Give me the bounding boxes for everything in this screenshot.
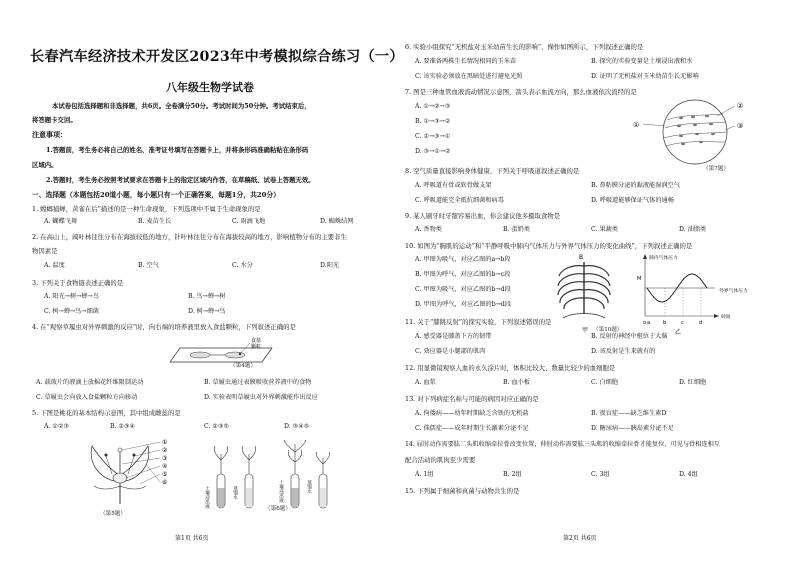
q5-option-a: A. ①②③: [44, 423, 70, 430]
graph-tick-o: o: [643, 320, 647, 326]
q7-option-a: A. ①→②→③: [415, 103, 451, 110]
q4-label-salt: 食盐: [251, 338, 262, 344]
tube-label-3: 土壤浸出液: [278, 480, 284, 503]
ribcage-figure: [549, 252, 619, 334]
question-12: 12. 用显微镜观察人血的永久涂片时，体积比较大、数量比较少的血细胞是: [405, 364, 616, 372]
question-15: 15. 下列属于细菌和真菌与动物共生的是: [405, 487, 520, 495]
q7-option-b: B. ①→③→②: [415, 118, 451, 125]
q6-option-d: D. 证明了无机盐对玉米幼苗生长无影响: [591, 73, 699, 80]
flower-number-5: ⑤: [162, 471, 168, 478]
question-6: 6. 实验小组探究“无机盐对玉米幼苗生长的影响”，操作如图所示，下列叙述正确的是: [405, 43, 644, 51]
q1-option-a: A. 蝴蝶飞舞: [44, 218, 78, 225]
tube-label-2: 蒸馏水: [232, 486, 238, 500]
q4-option-d: D. 实验表明草履虫对外界刺激能作出反应: [204, 394, 318, 401]
q7-option-c: C. ②→③→①: [415, 133, 451, 140]
q8-option-b: B. 鼻粘膜分泌的黏液能湿润空气: [591, 182, 680, 189]
question-14-line-1: 14. 屈肘动作需要肱二头肌收缩牵拉骨改变位置，伸肘动作需要肱三头肌的收缩牵拉骨才能复位，可见与骨相连相互: [405, 441, 720, 448]
graph-tick-c: c: [681, 320, 684, 326]
vessel-number-1: ①: [633, 121, 640, 129]
q11-option-d: D. 该反射是生来就有的: [591, 348, 656, 355]
q7-option-d: D. ③→①→②: [415, 148, 451, 155]
graph-y-label: 肺内气体压力: [649, 256, 678, 261]
notice-heading: 注意事项：: [32, 130, 67, 139]
blood-vessel-figure: [631, 96, 755, 176]
tube-label-1: 土壤浸出液: [205, 486, 210, 509]
q4-option-a: A. 载玻片的液滴上放棉花纤维限制运动: [36, 379, 144, 386]
q3-option-a: A. 阳光→树→蝉→鸟: [44, 293, 99, 300]
q13-option-a: A. 佝偻病——幼年时期缺乏含铁的无机盐: [415, 410, 529, 417]
exam-subtitle: 八年级生物学试卷: [166, 81, 254, 94]
section-1-heading: 一、选择题（本题包括20道小题，每小题只有一个正确答案，每题1分，共20分）: [32, 191, 280, 199]
q6-caption: （第6题）: [265, 506, 291, 512]
question-2-line-1: 2. 在高山上，阔叶林往往分布在海拔较低的地方，针叶林往往分布在海拔较高的地方，影响植物分布的主要非生: [32, 233, 347, 241]
q3-option-d: D. 树→蝉→鸟: [188, 308, 226, 315]
graph-tick-d: d: [699, 320, 703, 326]
question-5: 5. 下图是桃花的基本结构示意图，其中组成雌蕊的是: [32, 409, 181, 417]
q13-option-d: D. 糖尿病——胰岛素分泌不足: [591, 425, 674, 432]
intro-line-2: 将答题卡交回。: [32, 116, 77, 124]
graph-tick-a: a: [647, 320, 651, 326]
q11-option-a: A. 感受器是膝盖下方的韧带: [415, 333, 492, 340]
q8-option-d: D. 呼吸道能够保证气体的通畅: [591, 197, 674, 204]
q3-option-b: B. 鸟→蝉→树: [188, 293, 226, 300]
q11-option-b: B. 反射的神经中枢位于大脑: [591, 333, 668, 340]
question-10: 10. 如图为“胸肌的运动”和“平静呼吸中肺内气体压力与外界气体压力的变化曲线”，下列叙述正确的是: [405, 242, 693, 250]
right-page: [397, 0, 794, 561]
intro-line-1: 本试卷包括选择题和非选择题，共6页。全卷满分50分。考试时间为50分钟。考试结束后，: [52, 102, 311, 110]
graph-tick-b: b: [663, 320, 667, 326]
question-8: 8. 空气质量直接影响身体健康，下列关于呼吸道叙述正确的是: [405, 167, 580, 175]
graph-label: 乙: [675, 329, 682, 336]
notice-1b: 区域内。: [32, 161, 58, 169]
question-14-line-2: 配合活动的肌肉至少需要: [405, 456, 476, 464]
q5-option-d: D. ③④⑤: [284, 423, 310, 430]
vessel-number-3: ③: [737, 122, 744, 130]
flower-figure: [60, 434, 180, 514]
question-7: 7. 图是三种血管血液流动情况示意图，箭头表示血流方向，那么血液依次流经的是: [405, 88, 637, 96]
q2-option-c: C. 水分: [232, 262, 253, 269]
q12-option-b: B. 血小板: [503, 379, 531, 386]
question-4: 4. 在“观察草履虫对外界刺激的反应”时，向右端的培养液里放入食盐颗粒，下列叙述正确的是: [32, 323, 296, 331]
q1-option-c: C. 雨滴飞地: [232, 218, 266, 225]
q12-option-c: C. 白细胞: [591, 379, 619, 386]
q13-option-b: B. 夜盲症——缺乏维生素D: [591, 410, 667, 417]
question-9: 9. 某人刷牙时牙龈容易出血，你会建议他多摄取食物是: [405, 212, 561, 220]
q4-option-c: C. 草履虫会向放入食盐颗粒方向移动: [36, 394, 138, 401]
ribcage-mark-b: B: [579, 254, 584, 261]
graph-mark-m: M: [637, 276, 642, 282]
ribcage-label: 甲: [582, 327, 589, 334]
q10-option-d: D. 甲图为呼气，对应乙图的b→d段: [415, 301, 512, 308]
q14-option-d: D. 4组: [679, 471, 698, 478]
question-1: 1. 螳螂捕蝉，黄雀在后”描述的是一种生命现象，下列选项中不属于生命现象的是: [32, 205, 261, 213]
q9-option-a: A. 香物类: [415, 226, 442, 233]
flower-number-4: ④: [162, 463, 168, 470]
q10-option-a: A. 甲图为吸气，对应乙图的a→b段: [415, 256, 511, 263]
q2-option-d: D.阳光: [320, 262, 340, 269]
q9-option-c: C. 果蔬类: [591, 226, 619, 233]
q13-option-c: C. 侏儒症——成年时期生长激素分泌不足: [415, 425, 529, 432]
q14-option-b: B. 2组: [503, 471, 522, 478]
q10-option-b: B. 甲图为呼气，对应乙图的b→c段: [415, 271, 511, 278]
q1-option-b: B. 麦苗生长: [138, 218, 172, 225]
q8-option-a: A. 呼吸道有骨或软骨做支架: [415, 182, 492, 189]
left-page-footer: 第1页 共6页: [175, 535, 209, 542]
right-page-footer: 第2页 共6页: [563, 535, 597, 542]
q4-option-b: B. 草履虫通过表膜吸收营养液中的食物: [204, 379, 312, 386]
tube-label-4: 蒸馏水: [306, 480, 312, 494]
flower-number-2: ②: [162, 447, 168, 454]
test-tube-figure: [205, 440, 345, 512]
q6-option-c: C. 该实验必须放在黑暗处进行避免光照: [415, 73, 523, 80]
q2-option-b: B. 空气: [138, 262, 159, 269]
pressure-graph: [635, 250, 765, 336]
question-3: 3. 下列关于食物链表述正确的是: [32, 279, 124, 287]
notice-1a: 1.答题前，考生务必将自己的姓名、准考证号填写在答题卡上，并将条形码准确粘贴在条形码: [46, 146, 309, 154]
q14-option-c: C. 3组: [591, 471, 610, 478]
flower-number-3: ③: [162, 455, 168, 462]
q1-option-d: D. 蜘蛛结网: [320, 218, 354, 225]
flower-number-6: ⑥: [162, 479, 168, 486]
vessel-number-2: ②: [737, 102, 744, 110]
q8-option-c: C. 呼吸道能完全抵抗细菌和病毒: [415, 197, 504, 204]
q11-option-c: C. 效应器是小腿部的肌肉: [415, 348, 486, 355]
graph-x-label: 时间: [721, 315, 731, 320]
q9-option-d: D. 油脂类: [679, 226, 707, 233]
question-11: 11. 关于“膝跳反射”的探究实验，下列叙述错误的是: [405, 318, 552, 326]
q6-option-b: B. 探究的实验变量是土壤浸出液和水: [591, 58, 693, 65]
q5-option-c: C. ②③⑤: [204, 423, 230, 430]
q10-caption: （第10题）: [593, 327, 623, 333]
q12-option-d: D. 红细胞: [679, 379, 707, 386]
question-2-line-2: 物因素是: [32, 247, 58, 255]
flower-number-1: ①: [162, 439, 168, 446]
q3-option-c: C. 树→蝉→鸟→细菌: [44, 308, 99, 315]
q5-caption: （第5题）: [100, 511, 126, 517]
q10-option-c: C. 甲图为吸气，对应乙图的b→d段: [415, 286, 511, 293]
exam-title: 长春汽车经济技术开发区2023年中考模拟综合练习（一）: [30, 49, 404, 65]
notice-2: 2.答题时，考生务必按照考试要求在答题卡上的指定区域内作答，在草稿纸、试卷上答题无效。: [46, 176, 315, 184]
question-13: 13. 对下列病症名称与可能的病因对应正确的是: [405, 395, 539, 403]
q7-caption: （第7题）: [703, 166, 729, 172]
q5-option-b: B. ②③④: [110, 423, 136, 430]
q4-label-grain: 颗粒: [251, 344, 262, 350]
q12-option-a: A. 血浆: [415, 379, 436, 386]
q4-caption: （第4题）: [230, 363, 256, 369]
q2-option-a: A. 温度: [44, 262, 65, 269]
q9-option-b: B. 蛋奶类: [503, 226, 531, 233]
q14-option-a: A. 1组: [415, 471, 434, 478]
q6-option-a: A. 要准备两株生长情况相同的玉米苗: [415, 58, 517, 65]
graph-line-label: 外界气体压力: [719, 289, 748, 294]
slide-figure: [150, 334, 280, 372]
